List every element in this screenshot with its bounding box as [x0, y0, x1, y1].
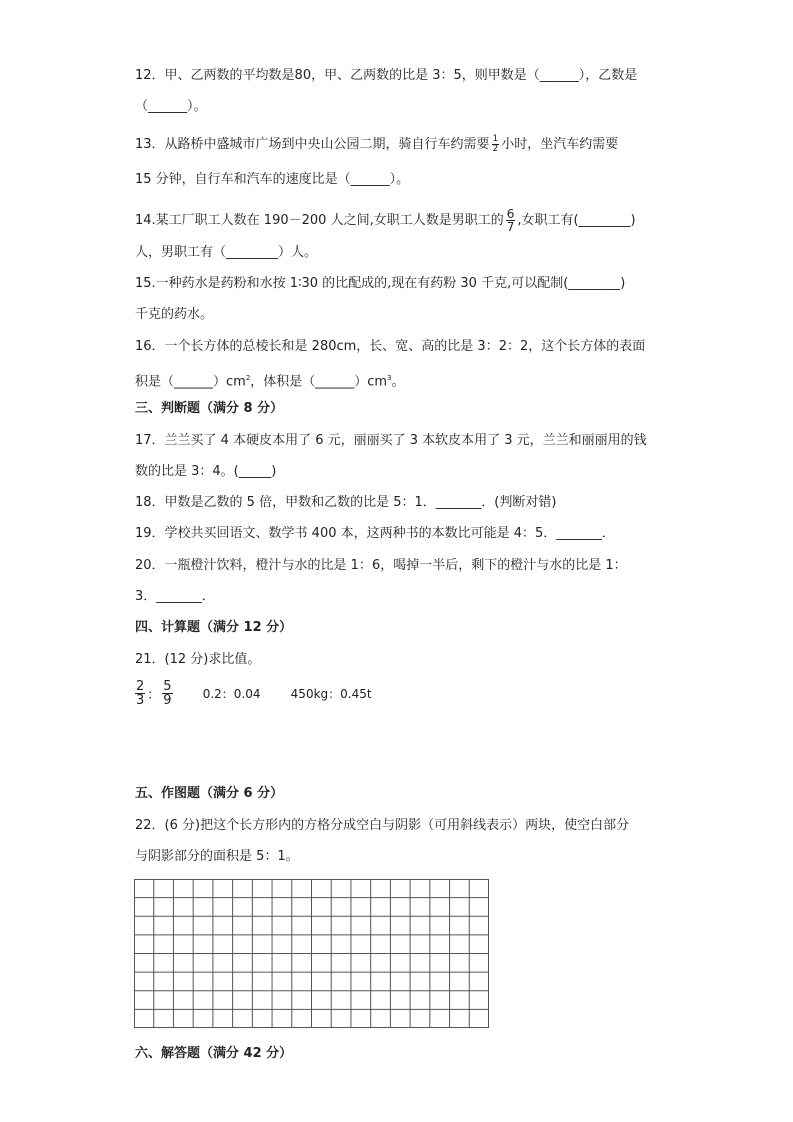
section-4-heading: 四、计算题（满分 12 分）: [135, 620, 293, 635]
q17-line2: 数的比是 3：4。(_____): [135, 464, 277, 479]
q13-frac-den: 2: [492, 144, 499, 154]
section-3-heading: 三、判断题（满分 8 分）: [135, 401, 284, 416]
section-5-heading: 五、作图题（满分 6 分）: [135, 786, 284, 801]
q16-text-a: 积是（______）cm: [135, 374, 246, 390]
q13-line2: 15 分钟，自行车和汽车的速度比是（______）。: [135, 172, 410, 187]
q21-f2-num: 5: [163, 679, 172, 694]
q18: 18．甲数是乙数的 5 倍，甲数和乙数的比是 5：1．_______．(判断对错): [135, 495, 557, 510]
q13-frac-num: 1: [492, 134, 499, 144]
q14-frac-den: 7: [506, 220, 515, 234]
q20-line1: 20．一瓶橙汁饮料，橙汁与水的比是 1：6，喝掉一半后，剩下的橙汁与水的比是 1：: [135, 558, 627, 573]
q13-line1: [135, 135, 618, 154]
q21-head: 21．(12 分)求比值。: [135, 652, 261, 667]
q16-line1: 16．一个长方体的总棱长和是 280cm，长、宽、高的比是 3：2：2，这个长方体的表面: [135, 339, 646, 354]
q16-text-c: 。: [391, 374, 405, 390]
q21-expr-3: 450kg：0.45t: [290, 687, 372, 701]
q16-text-b: ，体积是（______）cm: [250, 374, 388, 390]
q12-line2: （______）。: [135, 99, 207, 114]
q14-text-b: ,女职工有(________): [517, 213, 636, 228]
q21-fraction-2: [162, 680, 172, 707]
q13-text-a: 13．从路桥中盛城市广场到中央山公园二期，骑自行车约需要: [135, 137, 490, 152]
q21-f1-den: 3: [136, 693, 145, 708]
q14-frac-num: 6: [506, 207, 515, 221]
q14-line1: [135, 208, 636, 233]
q16-line2: [135, 370, 405, 390]
q21-f2-den: 9: [163, 693, 172, 708]
q14-fraction: [506, 208, 516, 233]
q14-text-a: 14.某工厂职工人数在 190－200 人之间,女职工人数是男职工的: [135, 213, 504, 228]
q13-text-b: 小时，坐汽车约需要: [501, 137, 619, 152]
q21-expressions: [133, 680, 372, 707]
q21-expr-2: 0.2：0.04: [202, 687, 261, 701]
section-6-heading: 六、解答题（满分 42 分）: [135, 1046, 293, 1061]
q20-line2: 3．_______．: [135, 589, 215, 604]
q22-line2: 与阴影部分的面积是 5：1。: [135, 849, 299, 864]
q14-line2: 人，男职工有（________）人。: [135, 245, 318, 260]
q22-line1: 22．(6 分)把这个长方形内的方格分成空白与阴影（可用斜线表示）两块，使空白部分: [135, 818, 630, 833]
q16-sup-2: 2: [245, 374, 251, 382]
q19: 19．学校共买回语文、数学书 400 本，这两种书的本数比可能是 4：5．_______．: [135, 526, 615, 541]
q21-fraction-1: [135, 680, 145, 707]
q13-fraction: [492, 135, 500, 154]
q21-f1-num: 2: [136, 679, 145, 694]
q15-line1: 15.一种药水是药粉和水按 1∶30 的比配成的,现在有药粉 30 千克,可以配制(________): [135, 276, 626, 291]
q12-line1: 12．甲、乙两数的平均数是80，甲、乙两数的比是 3：5，则甲数是（______），乙数是: [135, 68, 638, 83]
q16-sup-3: 3: [387, 374, 392, 382]
q15-line2: 千克的药水。: [135, 307, 214, 322]
q21-colon: ：: [147, 688, 161, 703]
q17-line1: 17．兰兰买了 4 本硬皮本用了 6 元，丽丽买了 3 本软皮本用了 3 元，兰兰和丽丽用的钱: [135, 433, 647, 448]
square-grid: [134, 879, 489, 1028]
